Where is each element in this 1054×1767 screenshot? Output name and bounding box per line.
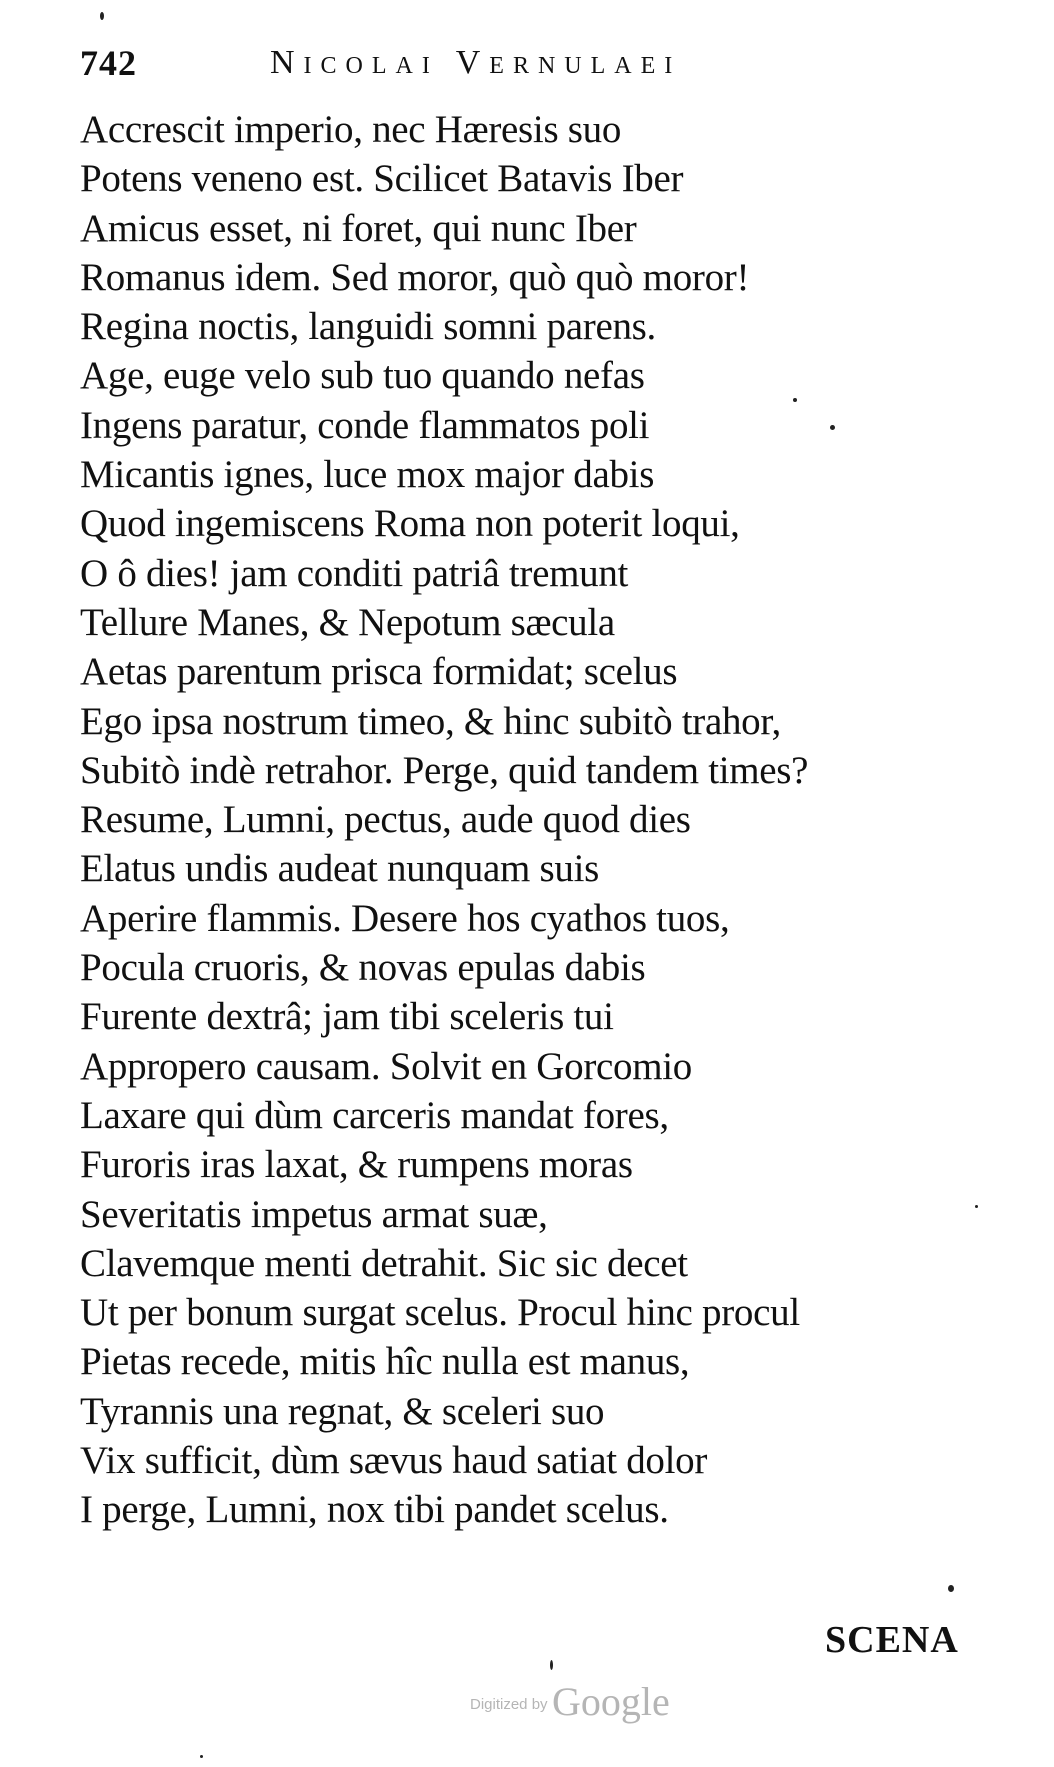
verse-line: Potens veneno est. Scilicet Batavis Iber xyxy=(80,157,684,201)
verse-line: Pietas recede, mitis hîc nulla est manus, xyxy=(80,1340,690,1384)
watermark-prefix: Digitized by xyxy=(470,1696,548,1713)
verse-line: Pocula cruoris, & novas epulas dabis xyxy=(80,946,646,990)
ink-speck xyxy=(100,12,104,20)
verse-line: Tyrannis una regnat, & sceleri suo xyxy=(80,1389,605,1433)
verse-line: Accrescit imperio, nec Hæresis suo xyxy=(80,108,622,151)
verse-line: Romanus idem. Sed moror, quò quò moror! xyxy=(80,255,750,299)
verse-line: Ego ipsa nostrum timeo, & hinc subitò trahor, xyxy=(80,699,781,743)
ink-speck xyxy=(793,398,797,402)
ink-speck xyxy=(550,1660,553,1670)
verse-line: Quod ingemiscens Roma non poterit loqui, xyxy=(80,502,740,546)
verse-line: Appropero causam. Solvit en Gorcomio xyxy=(80,1044,692,1088)
verse-line: Clavemque menti detrahit. Sic sic decet xyxy=(80,1241,688,1285)
ink-speck xyxy=(830,425,835,430)
catchword: SCENA xyxy=(825,1619,959,1661)
verse-line: Micantis ignes, luce mox major dabis xyxy=(80,453,655,497)
ink-speck xyxy=(975,1205,978,1208)
verse-line: Subitò indè retrahor. Perge, quid tandem times? xyxy=(80,748,809,792)
verse-line: Aetas parentum prisca formidat; scelus xyxy=(80,650,678,694)
ink-speck xyxy=(948,1585,954,1592)
verse-line: Furente dextrâ; jam tibi sceleris tui xyxy=(80,995,614,1039)
verse-line: Regina noctis, languidi somni parens. xyxy=(80,305,656,349)
verse-line: Amicus esset, ni foret, qui nunc Iber xyxy=(80,206,637,250)
verse-line: Aperire flammis. Desere hos cyathos tuos, xyxy=(80,896,730,940)
verse-line: Resume, Lumni, pectus, aude quod dies xyxy=(80,798,691,842)
verse-line: Tellure Manes, & Nepotum sæcula xyxy=(80,600,615,644)
verse-line: Elatus undis audeat nunquam suis xyxy=(80,847,599,891)
page-number: 742 xyxy=(80,43,137,83)
verse-line: Vix sufficit, dùm sævus haud satiat dolor xyxy=(80,1439,708,1483)
verse-line: Ingens paratur, conde flammatos poli xyxy=(80,403,650,447)
page-header xyxy=(80,42,880,92)
verse-block xyxy=(80,105,980,1535)
verse-line: I perge, Lumni, nox tibi pandet scelus. xyxy=(80,1488,669,1532)
ink-speck xyxy=(200,1755,203,1758)
digitized-watermark xyxy=(470,1678,670,1725)
verse-line: Ut per bonum surgat scelus. Procul hinc procul xyxy=(80,1291,800,1335)
verse-line: Laxare qui dùm carceris mandat fores, xyxy=(80,1093,669,1137)
verse-line: Severitatis impetus armat suæ, xyxy=(80,1192,548,1236)
watermark-brand: Google xyxy=(552,1679,670,1724)
verse-line: Furoris iras laxat, & rumpens moras xyxy=(80,1143,633,1187)
verse-line: O ô dies! jam conditi patriâ tremunt xyxy=(80,551,629,595)
running-head: Nicolai Vernulaei xyxy=(270,44,682,81)
verse-line: Age, euge velo sub tuo quando nefas xyxy=(80,354,645,398)
